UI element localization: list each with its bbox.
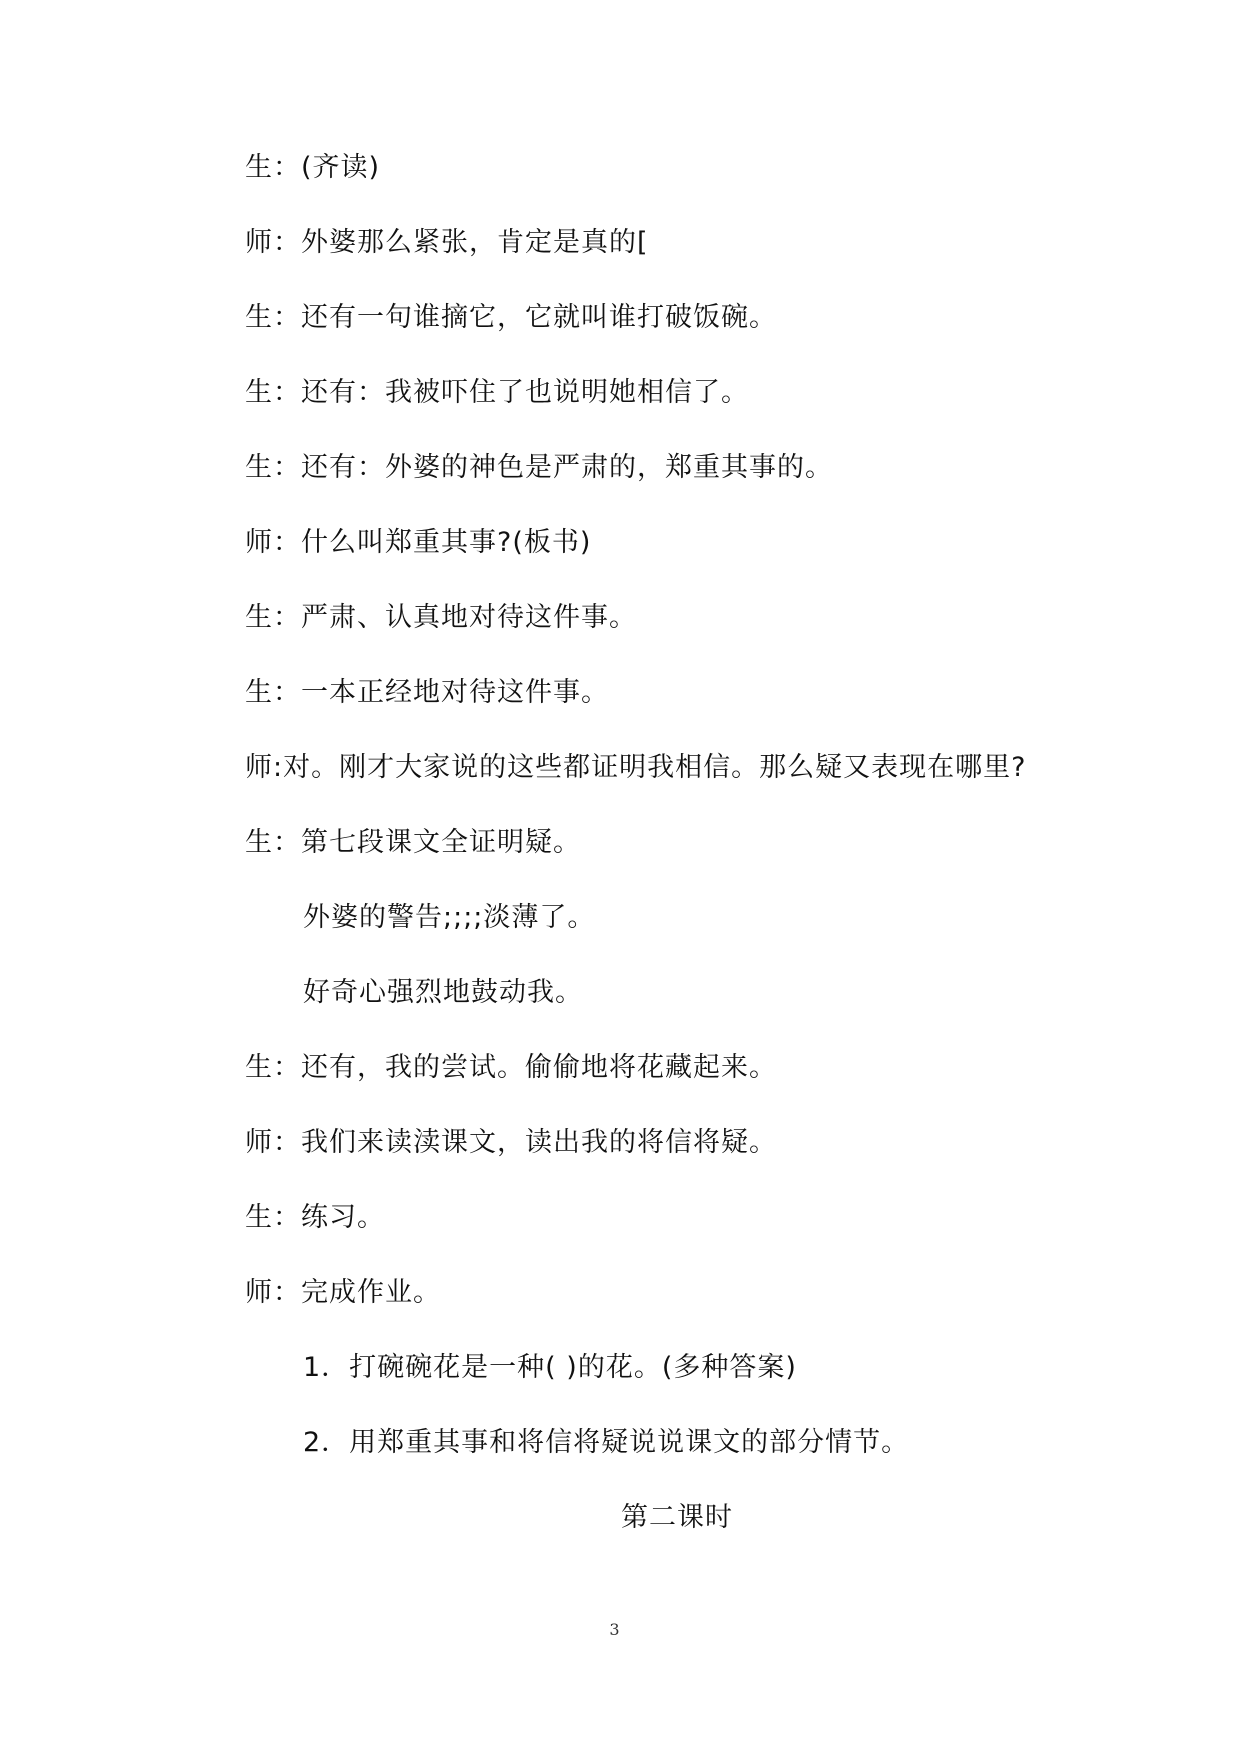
dialogue-line: 生：练习。 [245,1202,385,1233]
dialogue-line: 生：第七段课文全证明疑。 [245,827,581,858]
dialogue-line: 生：还有：我被吓住了也说明她相信了。 [245,377,749,408]
section-heading: 第二课时 [621,1502,733,1533]
dialogue-line: 师：外婆那么紧张，肯定是真的[ [245,227,649,258]
exercise-item: 1．打碗碗花是一种( )的花。(多种答案) [303,1352,797,1383]
dialogue-line: 师：我们来读渎课文，读出我的将信将疑。 [245,1127,777,1158]
dialogue-line: 师：完成作业。 [245,1277,441,1308]
dialogue-line: 师:对。刚才大家说的这些都证明我相信。那么疑又表现在哪里? [245,752,1027,783]
dialogue-line: 生：还有一句谁摘它，它就叫谁打破饭碗。 [245,302,777,333]
dialogue-line: 生：严肃、认真地对待这件事。 [245,602,637,633]
dialogue-line: 生：还有，我的尝试。偷偷地将花藏起来。 [245,1052,777,1083]
dialogue-line: 生：一本正经地对待这件事。 [245,677,609,708]
dialogue-line: 生：(齐读) [245,152,381,183]
exercise-item: 2．用郑重其事和将信将疑说说课文的部分情节。 [303,1427,910,1458]
dialogue-line: 生：还有：外婆的神色是严肃的，郑重其事的。 [245,452,833,483]
quoted-line: 好奇心强烈地鼓动我。 [303,977,583,1008]
dialogue-line: 师：什么叫郑重其事?(板书) [245,527,592,558]
quoted-line: 外婆的警告;;;;淡薄了。 [303,902,596,933]
page-number: 3 [609,1620,620,1639]
